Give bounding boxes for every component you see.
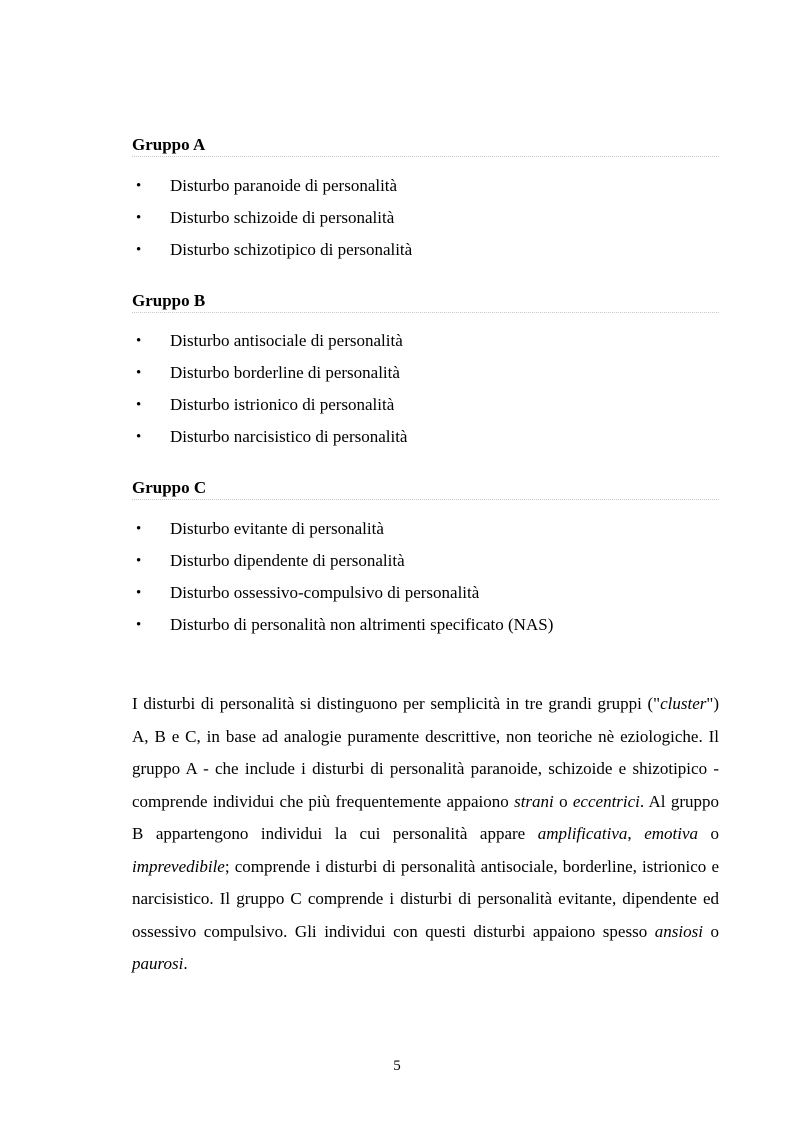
bullet-icon: • (136, 617, 142, 633)
group-a-heading: Gruppo A (132, 135, 719, 157)
document-page: Gruppo A • Disturbo paranoide di personalità • Disturbo schizoide di personalità • Disturbo schizotipico di personalità Gruppo B • Disturbo antisociale di personalità • Disturbo borderline di personalità • Disturbo istrionico di personalità • Disturbo narcisistico di personalità Gruppo C • Disturbo evitante di personalità • Disturbo dipendente di personalità • Disturbo ossessivo-compulsivo di personalità • Disturbo di personalità non altrimenti specificato (NAS) I disturbi di personalità si distinguono per semplicità in tre grandi gruppi ("cluster") A, B e C, in base ad analogie puramente descrittive, non teoriche nè eziologiche. Il gruppo A - che include i disturbi di personalità paranoide, schizoide e shizotipico - comprende individui che più frequentemente appaiono strani o eccentrici. Al gruppo B appartengono individui la cui personalità appare amplificativa, emotiva o imprevedibile; comprende i disturbi di personalità antisociale, borderline, istrionico e narcisistico. Il gruppo C comprende i disturbi di personalità evitante, dipendente ed ossessivo compulsivo. Gli individui con questi disturbi appaiono spesso ansiosi o paurosi. 5 (0, 0, 794, 1123)
bullet-icon: • (136, 429, 142, 445)
group-c-heading: Gruppo C (132, 478, 719, 500)
group-b-heading: Gruppo B (132, 291, 719, 313)
bullet-icon: • (136, 333, 142, 349)
bullet-icon: • (136, 553, 142, 569)
bullet-icon: • (136, 365, 142, 381)
bullet-icon: • (136, 521, 142, 537)
bullet-icon: • (136, 178, 142, 194)
bullet-icon: • (136, 585, 142, 601)
bullet-icon: • (136, 242, 142, 258)
bullet-icon: • (136, 210, 142, 226)
bullet-icon: • (136, 397, 142, 413)
body-paragraph: I disturbi di personalità si distinguono per semplicità in tre grandi gruppi ("cluster") A, B e C, in base ad analogie puramente descrittive, non teoriche nè eziologiche. Il gruppo A - che include i disturbi di personalità paranoide, schizoide e shizotipico - comprende individui che più frequentemente appaiono strani o eccentrici. Al gruppo B appartengono individui la cui personalità appare amplificativa, emotiva o imprevedibile; comprende i disturbi di personalità antisociale, borderline, istrionico e narcisistico. Il gruppo C comprende i disturbi di personalità evitante, dipendente ed ossessivo compulsivo. Gli individui con questi disturbi appaiono spesso ansiosi o paurosi. (132, 694, 720, 973)
page-number: 5 (393, 1058, 401, 1074)
